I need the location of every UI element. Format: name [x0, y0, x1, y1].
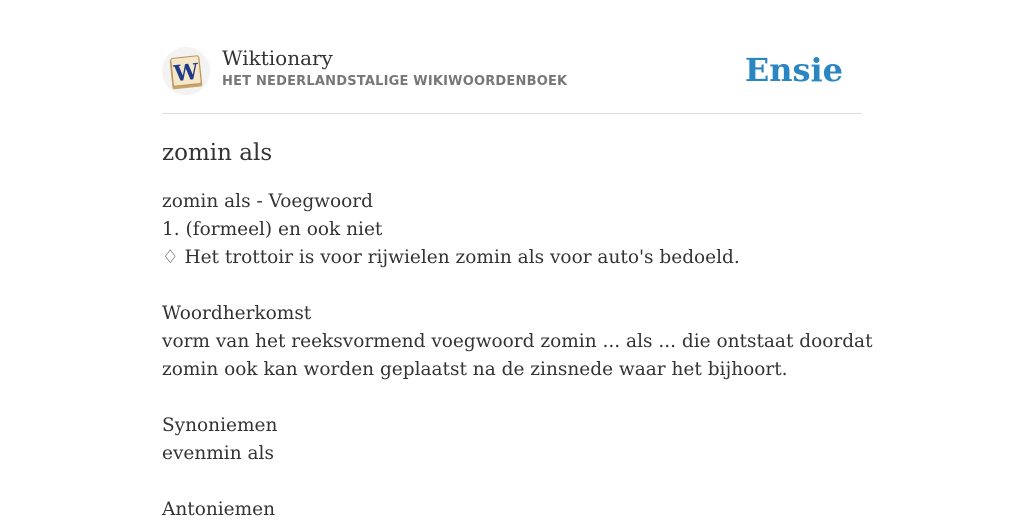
site-subtitle: HET NEDERLANDSTALIGE WIKIWOORDENBOEK: [222, 74, 568, 89]
definition: 1. (formeel) en ook niet: [162, 219, 383, 240]
etymology-text: zomin ook kan worden geplaatst na de zinsnede waar het bijhoort.: [162, 359, 788, 380]
wiktionary-logo[interactable]: [162, 47, 210, 95]
etymology-label: Woordherkomst: [162, 303, 312, 324]
spacer: [162, 468, 862, 496]
page-title: zomin als: [162, 140, 273, 166]
site-title[interactable]: Wiktionary: [222, 46, 333, 70]
site-header: [162, 46, 862, 114]
entry-content: [162, 188, 873, 524]
etymology-text: vorm van het reeksvormend voegwoord zomin ... als ... die ontstaat doordat: [162, 331, 873, 352]
ensie-logo[interactable]: Ensie: [744, 51, 843, 89]
spacer: [162, 384, 862, 412]
example-sentence: ♢ Het trottoir is voor rijwielen zomin als voor auto's bedoeld.: [162, 247, 740, 268]
synonyms-label: Synoniemen: [162, 415, 278, 436]
entry-heading: zomin als - Voegwoord: [162, 191, 373, 212]
spacer: [162, 272, 862, 300]
wiktionary-tile-icon: [167, 53, 205, 91]
svg-text:W: W: [172, 58, 200, 88]
synonyms-value: evenmin als: [162, 443, 274, 464]
antonyms-label: Antoniemen: [162, 499, 276, 520]
page: [162, 0, 873, 524]
